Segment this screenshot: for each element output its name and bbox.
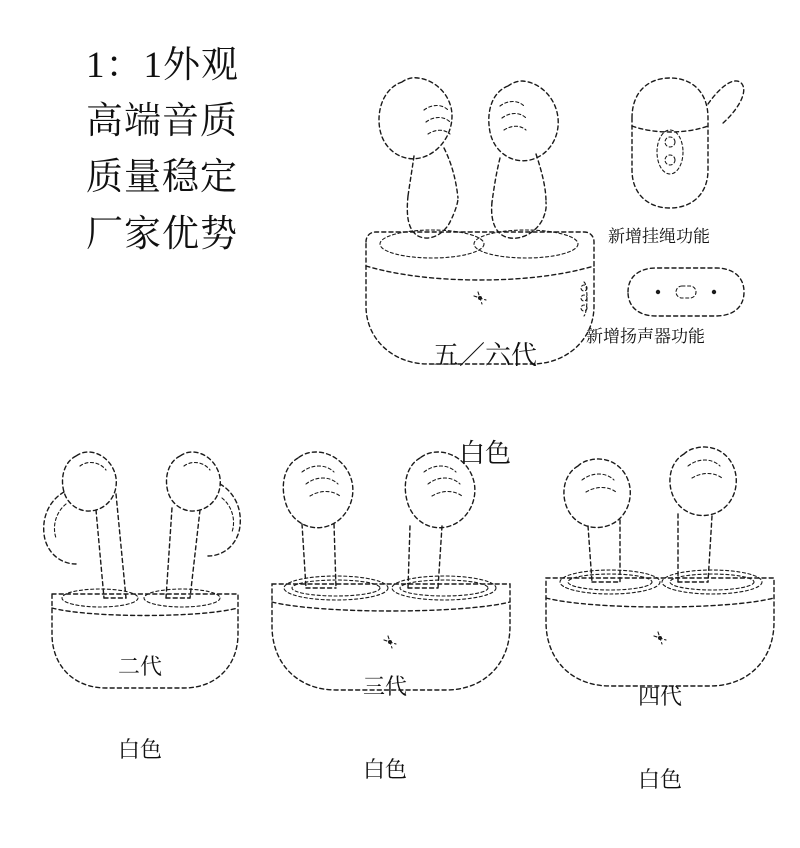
product-label-gen5-6-line1: 五／六代 [432, 341, 537, 370]
product-label-gen2-line1: 二代 [117, 654, 162, 679]
product-label-gen4-line2: 白色 [637, 766, 682, 792]
right-earbud-icon [166, 452, 240, 598]
product-label-gen4 [580, 628, 740, 848]
feature-line-1: 1：1外观 [86, 45, 239, 86]
feature-line-4: 厂家优势 [86, 213, 238, 255]
right-earbud-icon [405, 452, 475, 588]
case-with-lanyard-icon [618, 62, 758, 222]
feature-line-2: 高端音质 [86, 101, 238, 143]
product-label-gen2 [60, 598, 220, 818]
feature-line-3: 质量稳定 [86, 157, 238, 199]
case-speaker-grille-icon [610, 262, 760, 322]
product-label-gen3-line2: 白色 [362, 756, 407, 782]
product-label-gen3-line1: 三代 [362, 674, 407, 699]
product-label-gen3 [305, 618, 465, 838]
feature-list [86, 38, 326, 263]
left-earbud-icon [283, 452, 353, 588]
left-earbud-icon [564, 459, 630, 582]
callout-lanyard-text: 新增挂绳功能 [608, 227, 710, 246]
product-label-gen2-line2: 白色 [117, 736, 162, 762]
right-earbud-icon [670, 447, 736, 582]
product-label-gen4-line1: 四代 [637, 684, 682, 709]
left-earbud-icon [44, 452, 126, 598]
callout-speaker-text: 新增扬声器功能 [586, 327, 705, 346]
product-label-gen5-6-line2: 白色 [458, 438, 511, 468]
left-earbud-icon [379, 78, 458, 238]
right-earbud-icon [489, 81, 558, 238]
